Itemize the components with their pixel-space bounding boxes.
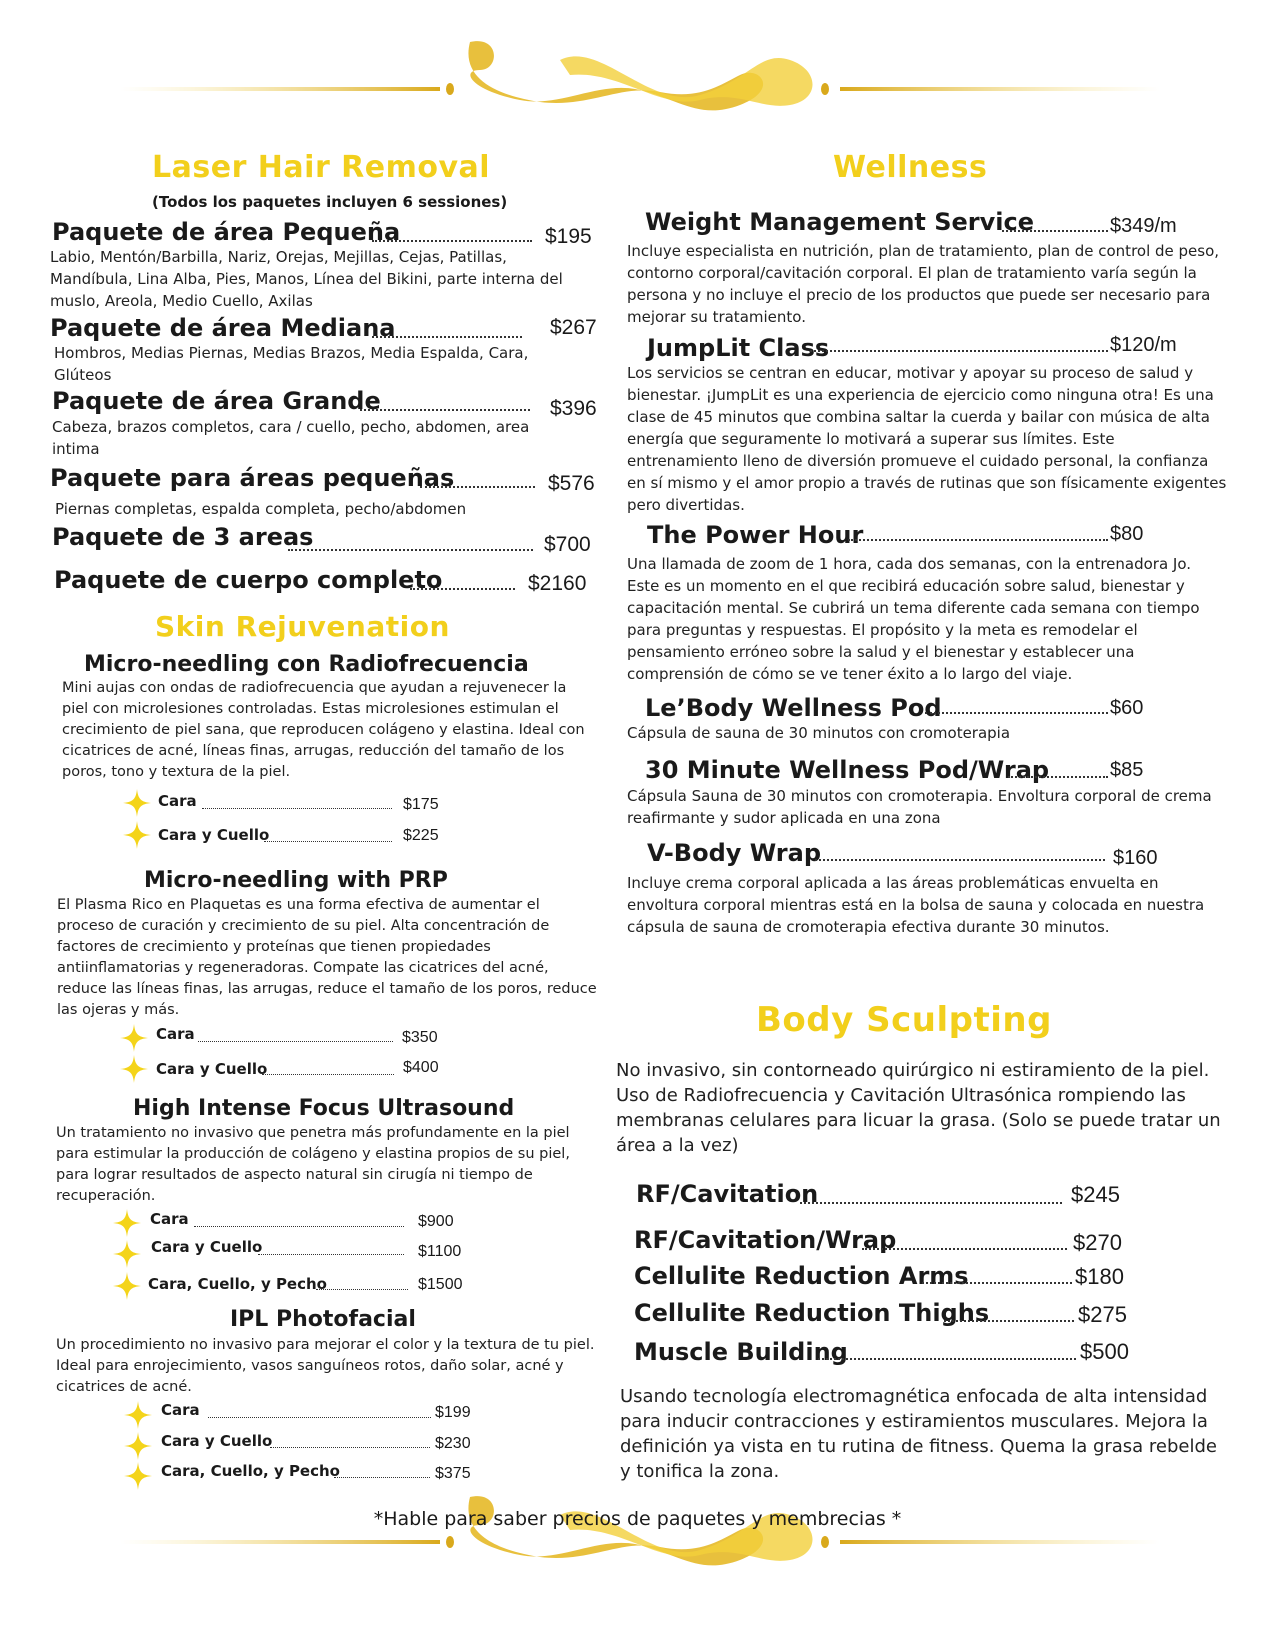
dot-leader — [258, 1254, 404, 1255]
option-price: $230 — [435, 1435, 471, 1452]
option-label: Cara y Cuello — [158, 826, 270, 844]
package-description: Hombros, Medias Piernas, Medias Brazos, Media Espalda, Cara, Glúteos — [54, 344, 529, 384]
dot-leader — [410, 588, 515, 590]
skin-section-title: Skin Rejuvenation — [155, 610, 450, 643]
body-item-title: Cellulite Reduction Thighs — [634, 1299, 990, 1327]
dot-leader — [334, 1477, 430, 1478]
body-item-price: $270 — [1073, 1230, 1122, 1255]
service-title: 30 Minute Wellness Pod/Wrap — [645, 756, 1050, 784]
laser-sessions-note: (Todos los paquetes incluyen 6 sessiones) — [152, 193, 508, 211]
option-label: Cara y Cuello — [156, 1060, 268, 1078]
body-item-title: Cellulite Reduction Arms — [634, 1262, 969, 1290]
dot-leader — [800, 1202, 1062, 1204]
decorative-flourish-top — [0, 30, 1275, 120]
package-title: Paquete de área Grande — [52, 387, 381, 415]
service-title: The Power Hour — [647, 521, 864, 549]
service-title: Weight Management Service — [645, 208, 1035, 236]
dot-leader — [202, 808, 392, 809]
service-description: Cápsula Sauna de 30 minutos con cromoterapia. Envoltura corporal de crema reafirmante y sudor aplicada en una zona — [627, 787, 1212, 827]
service-description: Cápsula de sauna de 30 minutos con cromoterapia — [627, 724, 1011, 742]
dot-leader — [420, 486, 535, 488]
decorative-flourish-bottom — [0, 1485, 1275, 1575]
sparkle-star-icon — [124, 1401, 152, 1429]
service-title: Micro-needling con Radiofrecuencia — [84, 652, 529, 677]
option-label: Cara y Cuello — [151, 1238, 263, 1256]
dot-leader — [270, 1447, 430, 1448]
sparkle-star-icon — [124, 1432, 152, 1460]
body-item-price: $275 — [1078, 1302, 1127, 1327]
service-title: Le’Body Wellness Pod — [645, 694, 942, 722]
option-price: $900 — [418, 1213, 454, 1230]
service-title: JumpLit Class — [647, 334, 830, 362]
service-description: Un tratamiento no invasivo que penetra más profundamente en la piel para estimular la producción de colágeno y elastina propios de su piel, para lograr resultados de aspecto natural sin cirugía ni tiempo de recuperación. — [56, 1125, 570, 1204]
service-description: Incluye especialista en nutrición, plan de tratamiento, plan de control de peso, contorno corporal/cavitación corporal. El plan de tratamiento varía según la persona y no incluye el precio de los productos que puede ser necesario para mejorar su tratamiento. — [627, 242, 1220, 326]
dot-leader — [1002, 230, 1108, 232]
body-outro-text: Usando tecnología electromagnética enfocada de alta intensidad para inducir contracciones y estiramientos musculares. Mejora la definición ya vista en tu rutina de fitness. Quema la grasa rebelde y tonifica la zona. — [620, 1386, 1218, 1482]
package-description: Piernas completas, espalda completa, pecho/abdomen — [55, 500, 467, 518]
option-label: Cara — [156, 1025, 195, 1043]
service-description: Incluye crema corporal aplicada a las áreas problemáticas envuelta en envoltura corporal mientras está en la bolsa de sauna y colocada en nuestra cápsula de sauna de cromoterapia efectiva durante 30 minutos. — [627, 874, 1205, 936]
package-title: Paquete para áreas pequeñas — [50, 464, 455, 492]
dot-leader — [922, 1282, 1072, 1284]
option-label: Cara, Cuello, y Pecho — [161, 1462, 340, 1480]
footer-note: *Hable para saber precios de paquetes y membrecias * — [373, 1508, 902, 1530]
dot-leader — [316, 1289, 408, 1290]
package-price: $700 — [544, 533, 591, 556]
package-price: $396 — [550, 397, 597, 420]
body-section-title: Body Sculpting — [756, 1000, 1052, 1040]
option-label: Cara, Cuello, y Pecho — [148, 1275, 327, 1293]
package-description: Labio, Mentón/Barbilla, Nariz, Orejas, Mejillas, Cejas, Patillas, Mandíbula, Lina Alba, Pies, Manos, Línea del Bikini, parte interna del muslo, Areola, Medio Cuello, Axilas — [50, 248, 563, 310]
option-price: $1500 — [418, 1276, 463, 1293]
dot-leader — [360, 409, 530, 411]
dot-leader — [815, 859, 1105, 861]
sparkle-star-icon — [123, 821, 151, 849]
dot-leader — [372, 336, 522, 338]
package-title: Paquete de 3 areas — [52, 523, 314, 551]
dot-leader — [862, 1248, 1067, 1250]
option-label: Cara — [158, 792, 197, 810]
dot-leader — [264, 841, 392, 842]
option-price: $375 — [435, 1465, 471, 1482]
service-price: $120/m — [1110, 334, 1177, 356]
dot-leader — [925, 712, 1108, 714]
option-label: Cara — [150, 1210, 189, 1228]
dot-leader — [818, 1358, 1076, 1360]
body-item-price: $180 — [1075, 1264, 1124, 1289]
package-title: Paquete de cuerpo completo — [54, 566, 443, 594]
dot-leader — [848, 539, 1108, 541]
option-price: $400 — [403, 1059, 439, 1076]
body-item-price: $500 — [1080, 1339, 1129, 1364]
body-item-title: RF/Cavitation — [636, 1180, 819, 1208]
package-description: Cabeza, brazos completos, cara / cuello, pecho, abdomen, area intima — [52, 418, 530, 458]
body-item-title: Muscle Building — [634, 1338, 848, 1366]
option-label: Cara y Cuello — [161, 1432, 273, 1450]
dot-leader — [810, 350, 1108, 352]
service-description: Mini aujas con ondas de radiofrecuencia que ayudan a rejuvenecer la piel con microlesiones controladas. Estas microlesiones estimulan el crecimiento de piel sana, que reproducen colágeno y elastina. Ideal con cicatrices de acné, líneas finas, arrugas, reducción del tamaño de los poros, tono y textura de la piel. — [62, 680, 585, 780]
option-price: $199 — [435, 1404, 471, 1421]
sparkle-star-icon — [123, 789, 151, 817]
service-description: El Plasma Rico en Plaquetas es una forma efectiva de aumentar el proceso de curación y crecimiento de su piel. Alta concentración de factores de crecimiento y proteínas que tienen propiedades antiinflamatorias y regeneradoras. Compate las cicatrices del acné, reduce las líneas finas, las arrugas, reduce el tamaño de los poros, reduce las ojeras y más. — [57, 897, 597, 1018]
dot-leader — [1008, 776, 1108, 778]
laser-section-title: Laser Hair Removal — [152, 150, 491, 185]
service-description: Un procedimiento no invasivo para mejorar el color y la textura de tu piel. Ideal para enrojecimiento, vasos sanguíneos rotos, daño solar, acné y cicatrices de acné. — [56, 1337, 595, 1395]
wellness-section-title: Wellness — [833, 150, 988, 185]
service-price: $160 — [1113, 847, 1158, 869]
service-description: Los servicios se centran en educar, motivar y apoyar su proceso de salud y bienestar. ¡JumpLit es una experiencia de ejercicio como ninguna otra! Es una clase de 45 minutos que combina saltar la cuerda y bailar con música de alta energía que seguramente lo motivará a superar sus límites. Este entrenamiento lleno de diversión promueve el cuidado personal, la confianza en sí mismo y el amor propio a través de rutinas que son físicamente exigentes pero divertidas. — [627, 364, 1227, 514]
dot-leader — [372, 240, 532, 242]
package-price: $267 — [550, 316, 597, 339]
dot-leader — [208, 1417, 431, 1418]
body-item-price: $245 — [1071, 1182, 1120, 1207]
service-price: $60 — [1110, 697, 1144, 719]
sparkle-star-icon — [120, 1024, 148, 1052]
body-item-title: RF/Cavitation/Wrap — [634, 1226, 897, 1254]
package-title: Paquete de área Pequeña — [52, 218, 401, 246]
sparkle-star-icon — [120, 1055, 148, 1083]
package-price: $2160 — [528, 572, 587, 595]
sparkle-star-icon — [113, 1209, 141, 1237]
service-title: High Intense Focus Ultrasound — [133, 1096, 515, 1121]
dot-leader — [262, 1074, 394, 1075]
sparkle-star-icon — [113, 1240, 141, 1268]
dot-leader — [944, 1320, 1074, 1322]
dot-leader — [288, 549, 533, 551]
package-price: $576 — [548, 472, 595, 495]
sparkle-star-icon — [124, 1462, 152, 1490]
body-intro-text: No invasivo, sin contorneado quirúrgico ni estiramiento de la piel. Uso de Radiofrecuencia y Cavitación Ultrasónica rompiendo las membranas celulares para licuar la grasa. (Solo se puede tratar un área a la vez) — [616, 1060, 1221, 1156]
dot-leader — [194, 1226, 404, 1227]
option-price: $175 — [403, 796, 439, 813]
service-title: Micro-needling with PRP — [144, 868, 448, 893]
service-price: $80 — [1110, 523, 1144, 545]
sparkle-star-icon — [113, 1272, 141, 1300]
service-description: Una llamada de zoom de 1 hora, cada dos semanas, con la entrenadora Jo. Este es un momento en el que recibirá educación sobre salud, bienestar y capacitación mental. Se cubrirá un tema diferente cada semana con tiempo para preguntas y respuestas. El propósito y la meta es remodelar el pensamiento erróneo sobre la salud y el bienestar y establecer una comprensión de cómo se ve tener éxito a lo largo del viaje. — [627, 555, 1200, 683]
package-title: Paquete de área Mediana — [50, 314, 396, 342]
option-price: $1100 — [418, 1243, 462, 1260]
dot-leader — [198, 1041, 393, 1042]
service-title: IPL Photofacial — [230, 1307, 416, 1332]
service-price: $85 — [1110, 759, 1144, 781]
service-title: V-Body Wrap — [647, 839, 822, 867]
option-label: Cara — [161, 1401, 200, 1419]
option-price: $350 — [402, 1029, 438, 1046]
package-price: $195 — [545, 225, 592, 248]
option-price: $225 — [403, 827, 439, 844]
service-price: $349/m — [1110, 215, 1177, 237]
